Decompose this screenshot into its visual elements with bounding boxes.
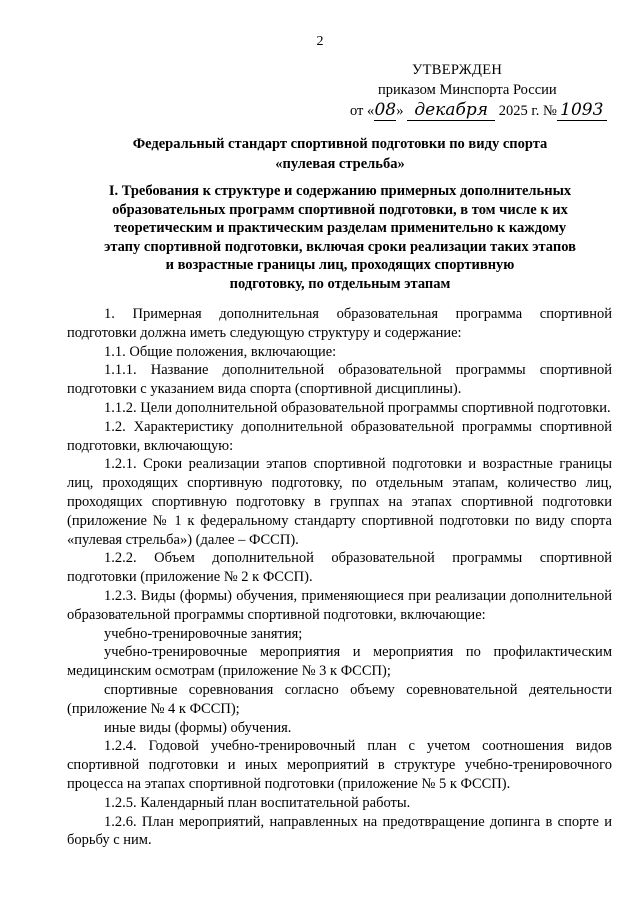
document-body bbox=[67, 305, 612, 850]
date-quote-close: » bbox=[396, 103, 404, 119]
section-heading-line: подготовку, по отдельным этапам bbox=[229, 275, 451, 292]
approval-block bbox=[350, 60, 604, 121]
paragraph: 1.1.1. Название дополнительной образовательной программы спортивной подготовки с указанием вида спорта (спортивной дисциплины). bbox=[67, 362, 612, 398]
order-number-handwritten: 1093 bbox=[557, 100, 607, 121]
approval-date-line bbox=[350, 100, 604, 121]
paragraph: 1.2.3. Виды (формы) обучения, применяющиеся при реализации дополнительной образовательной программы спортивной подготовки, включающие: bbox=[67, 587, 612, 623]
section-heading-line: этапу спортивной подготовки, включая сроки реализации таких этапов bbox=[104, 238, 576, 255]
paragraph: 1.1.2. Цели дополнительной образовательной программы спортивной подготовки. bbox=[104, 399, 611, 416]
paragraph: 1.2.5. Календарный план воспитательной работы. bbox=[104, 794, 411, 811]
paragraph: иные виды (формы) обучения. bbox=[104, 719, 292, 736]
date-month-handwritten: декабря bbox=[407, 100, 495, 121]
date-prefix: от « bbox=[350, 103, 375, 119]
paragraph: 1.2.6. План мероприятий, направленных на предотвращение допинга в спорте и борьбу с ним. bbox=[67, 813, 612, 849]
approval-order-line: приказом Минспорта России bbox=[378, 82, 557, 98]
section-heading-line: теоретическим и практическим разделам применительно к каждому bbox=[113, 220, 567, 237]
paragraph: 1.2.1. Сроки реализации этапов спортивной подготовки и возрастные границы лиц, проходящих спортивную подготовку, по отдельным этапам, количество лиц, проходящих спортивную подготовку в группах на этапах спортивной подготовки (приложение № 1 к федеральному стандарту спортивной подготовки по виду спорта «пулевая стрельба») (далее – ФССП). bbox=[67, 456, 612, 548]
paragraph: 1. Примерная дополнительная образовательная программа спортивной подготовки должна иметь следующую структуру и содержание: bbox=[67, 306, 612, 341]
paragraph: 1.1. Общие положения, включающие: bbox=[104, 343, 337, 360]
section-heading-line: и возрастные границы лиц, проходящих спортивную bbox=[165, 257, 515, 274]
section-heading-line: I. Требования к структуре и содержанию примерных дополнительных bbox=[108, 183, 572, 199]
section-heading-line: образовательных программ спортивной подготовки, в том числе к их bbox=[112, 201, 568, 218]
date-day-handwritten: 08 bbox=[374, 100, 397, 120]
paragraph: спортивные соревнования согласно объему соревновательной деятельности (приложение № 4 к ФССП); bbox=[67, 681, 612, 717]
paragraph: 1.2. Характеристику дополнительной образовательной программы спортивной подготовки, включающую: bbox=[67, 418, 612, 454]
date-year-text: 2025 г. № bbox=[498, 103, 557, 119]
section-heading bbox=[72, 182, 608, 294]
page-number: 2 bbox=[316, 34, 324, 49]
title-line: Федеральный стандарт спортивной подготовки по виду спорта bbox=[132, 136, 548, 152]
paragraph: 1.2.4. Годовой учебно-тренировочный план с учетом соотношения видов спортивной подготовки и иных мероприятий в структуре учебно-тренировочного процесса на этапах спортивной подготовки (приложение № 5 к ФССП). bbox=[67, 738, 612, 792]
document-title bbox=[70, 134, 610, 174]
paragraph: 1.2.2. Объем дополнительной образовательной программы спортивной подготовки (приложение № 2 к ФССП). bbox=[67, 550, 612, 586]
paragraph: учебно-тренировочные мероприятия и мероприятия по профилактическим медицинским осмотрам (приложение № 3 к ФССП); bbox=[67, 644, 612, 680]
paragraph: учебно-тренировочные занятия; bbox=[104, 625, 303, 642]
title-line: «пулевая стрельба» bbox=[275, 156, 405, 172]
approval-heading: УТВЕРЖДЕН bbox=[412, 62, 503, 78]
